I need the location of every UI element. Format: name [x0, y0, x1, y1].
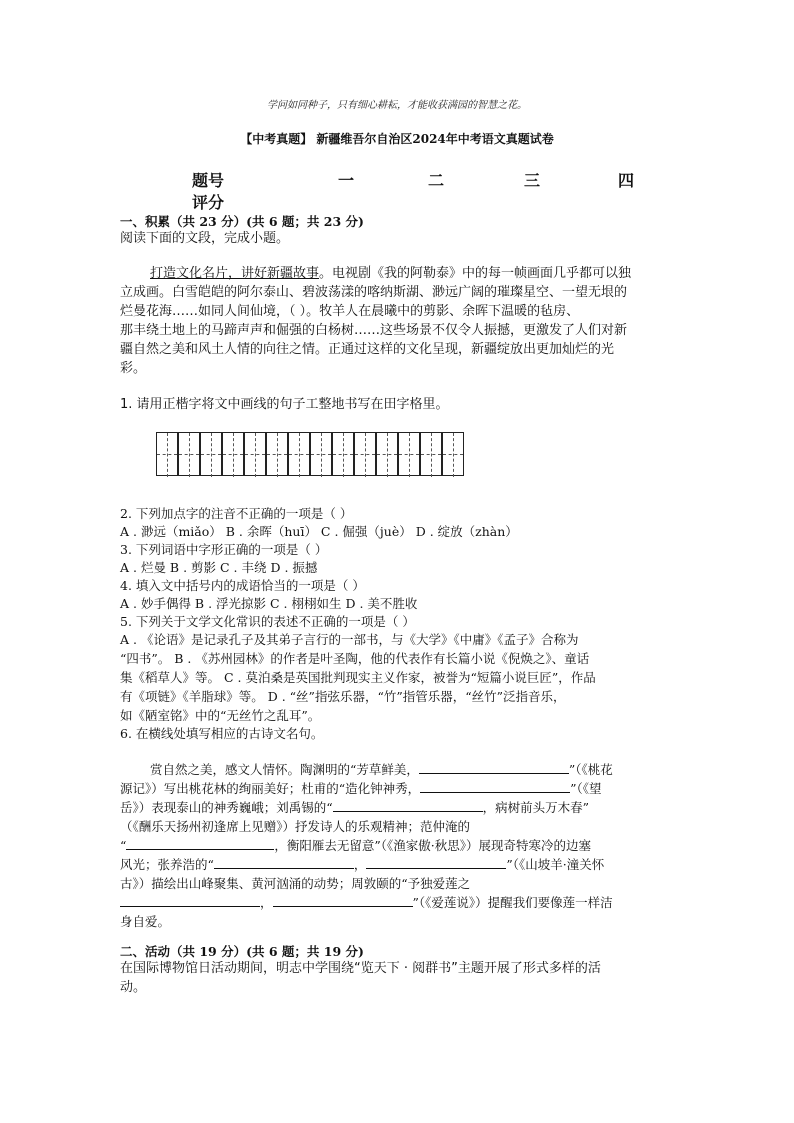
score-table-col-1: 一 [338, 171, 355, 190]
section-heading: 二、活动（共 19 分）(共 6 题；共 19 分) [120, 944, 364, 959]
section-intro: 阅读下面的文段，完成小题。 [120, 231, 290, 246]
answer-blank[interactable] [273, 894, 413, 907]
section-text: 动。 [120, 980, 147, 995]
question-5-option-line: 集《稻草人》等。 C . 莫泊桑是英国批判现实主义作家，被誉为“短篇小说巨匠”，作品 [120, 670, 596, 685]
passage-line: 彩。 [120, 361, 147, 376]
motto-header: 学问如同种子，只有细心耕耘，才能收获满园的智慧之花。 [267, 100, 527, 111]
section-heading: 一、积累（共 23 分）(共 6 题；共 23 分) [120, 214, 364, 229]
poem-line: 古》）描绘出山峰聚集、黄河汹涌的动势；周敦颐的“予独爱莲之 [120, 876, 471, 891]
score-table-header-label: 题号 [192, 171, 225, 190]
poem-text: “ [120, 838, 127, 853]
answer-blank[interactable] [419, 761, 569, 774]
poem-line [120, 893, 613, 911]
grid-cell[interactable] [200, 432, 222, 476]
answer-blank[interactable] [214, 856, 354, 869]
question-5: 5. 下列关于文学文化常识的表述不正确的一项是（ ） [120, 614, 415, 629]
passage-line: 烂曼花海……如同人间仙境，（ ）。牧羊人在晨曦中的剪影、余晖下温暖的毡房、 [120, 304, 580, 319]
passage-line: 那丰绕土地上的马蹄声声和倔强的白杨树……这些场景不仅令人振撼，更激发了人们对新 [120, 323, 628, 338]
question-2: 2. 下列加点字的注音不正确的一项是（ ） [120, 506, 353, 521]
poem-line [120, 855, 604, 873]
exam-title: 【中考真题】 新疆维吾尔自治区2024年中考语文真题试卷 [240, 132, 554, 146]
question-6: 6. 在横线处填写相应的古诗文名句。 [120, 726, 324, 741]
grid-cell[interactable] [156, 432, 178, 476]
poem-line [120, 798, 589, 816]
score-table-col-4: 四 [618, 171, 635, 190]
poem-line [120, 779, 602, 797]
question-5-option-line: 如《陋室铭》中的“无丝竹之乱耳”。 [120, 708, 321, 723]
tianzige-writing-grid[interactable] [156, 432, 468, 476]
poem-line [150, 760, 613, 778]
poem-text: ”（《望 [570, 781, 602, 796]
grid-cell[interactable] [442, 432, 464, 476]
grid-cell[interactable] [310, 432, 332, 476]
poem-line: （《酬乐天扬州初逢席上见赠》）抒发诗人的乐观精神；范仲淹的 [120, 819, 471, 834]
poem-text: 赏自然之美，感文人情怀。陶渊明的“芳草鲜美， [150, 762, 419, 777]
question-4: 4. 填入文中括号内的成语恰当的一项是（ ） [120, 578, 365, 593]
answer-blank[interactable] [120, 894, 260, 907]
question-1: 1. 请用正楷字将文中画线的句子工整地书写在田字格里。 [120, 397, 449, 412]
score-table-score-label: 评分 [192, 193, 225, 212]
score-table-col-3: 三 [524, 171, 541, 190]
poem-line [120, 836, 591, 854]
passage-text: 。电视剧《我的阿勒泰》中的每一帧画面几乎都可以独 [319, 266, 632, 281]
question-3-options: A . 烂曼 B . 剪影 C . 丰绕 D . 振撼 [120, 560, 318, 575]
question-2-options: A . 渺远（miǎo） B . 余晖（huī） C . 倔强（juè） D . 绽放（zhàn） [120, 524, 518, 539]
poem-text: ”（《桃花 [568, 762, 613, 777]
poem-text: ，衡阳雁去无留意”（《渔家傲·秋思》）展现奇特寒冷的边塞 [274, 838, 592, 853]
grid-cell[interactable] [420, 432, 442, 476]
poem-text: ”（《爱莲说》）提醒我们要像莲一样洁 [412, 895, 613, 910]
section-text: 在国际博物馆日活动期间，明志中学围绕“览天下 · 阅群书”主题开展了形式多样的活 [120, 961, 601, 976]
poem-text: ， [260, 895, 273, 910]
grid-cell[interactable] [222, 432, 244, 476]
passage-line [150, 265, 631, 283]
passage-line: 立成画。白雪皑皑的阿尔泰山、碧波荡漾的喀纳斯湖、渺远广阔的璀璨星空、一望无垠的 [120, 285, 628, 300]
poem-text: ， [353, 857, 367, 872]
grid-cell[interactable] [244, 432, 266, 476]
answer-blank[interactable] [420, 780, 570, 793]
poem-line: 身自爱。 [120, 914, 171, 929]
score-table-col-2: 二 [428, 171, 445, 190]
answer-blank[interactable] [126, 837, 274, 850]
poem-text: ”（《山坡羊·潼关怀 [506, 857, 605, 872]
answer-blank[interactable] [366, 856, 506, 869]
grid-cell[interactable] [398, 432, 420, 476]
poem-text: 岳》）表现泰山的神秀巍峨；刘禹锡的“ [120, 800, 333, 815]
question-5-option-line: 有《项链》《羊脂球》等。 D . “丝”指弦乐器，“竹”指管乐器，“丝竹”泛指音乐， [120, 689, 566, 704]
question-3: 3. 下列词语中字形正确的一项是（ ） [120, 542, 328, 557]
grid-cell[interactable] [376, 432, 398, 476]
poem-text: 源记》）写出桃花林的绚丽美好；杜甫的“造化钟神秀， [120, 781, 421, 796]
underlined-sentence: 打造文化名片，讲好新疆故事 [150, 266, 320, 281]
question-5-option-line: A . 《论语》是记录孔子及其弟子言行的一部书，与《大学》《中庸》《孟子》合称为 [120, 632, 579, 647]
grid-cell[interactable] [288, 432, 310, 476]
passage-line: 疆自然之美和风土人情的向往之情。正通过这样的文化呈现，新疆绽放出更加灿烂的光 [120, 342, 615, 357]
question-5-option-line: “四书”。 B . 《苏州园林》的作者是叶圣陶，他的代表作有长篇小说《倪焕之》、童话 [120, 651, 590, 666]
grid-cell[interactable] [178, 432, 200, 476]
grid-cell[interactable] [266, 432, 288, 476]
question-4-options: A . 妙手偶得 B . 浮光掠影 C . 栩栩如生 D . 美不胜收 [120, 596, 418, 611]
poem-text: ，病树前头万木春” [482, 800, 590, 815]
poem-text: 风光；张养浩的“ [120, 857, 214, 872]
answer-blank[interactable] [333, 799, 483, 812]
grid-cell[interactable] [332, 432, 354, 476]
grid-cell[interactable] [354, 432, 376, 476]
